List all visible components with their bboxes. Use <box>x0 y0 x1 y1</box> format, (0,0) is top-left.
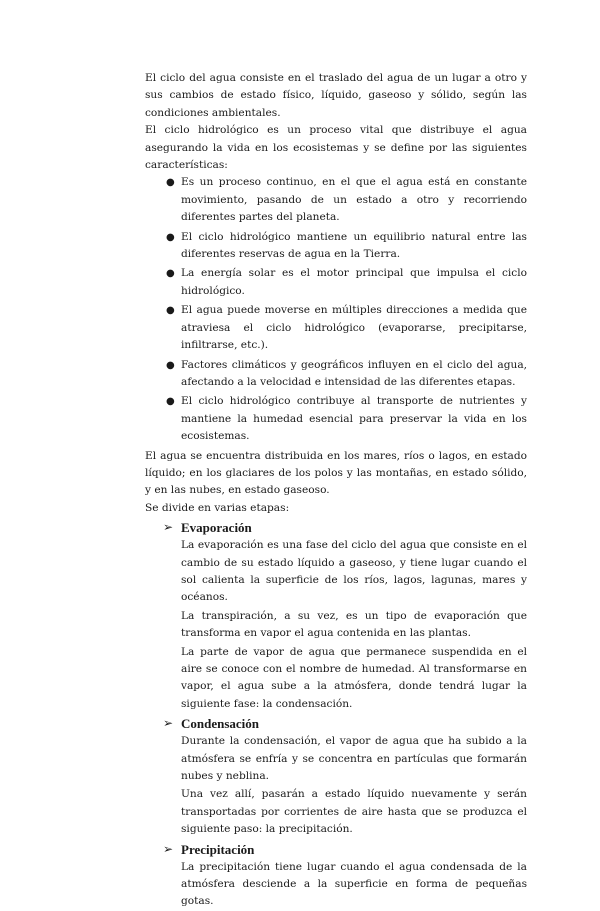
distribution-paragraph: El agua se encuentra distribuida en los mares, ríos o lagos, en estado líquido; en los glaciares de los polos y las montañas, en estado sólido, y en las nubes, en estado gaseoso. <box>145 449 527 497</box>
section-title: Condensación <box>181 716 260 732</box>
arrow-bullet-icon: ➢ <box>163 841 174 856</box>
list-item-text: El ciclo hidrológico contribuye al transporte de nutrientes y mantiene la humedad esencial para preservar la vida en los ecosistemas. <box>181 395 527 443</box>
section-paragraph: La precipitación tiene lugar cuando el agua condensada de la atmósfera desciende a la superficie en forma de pequeñas gotas. <box>181 860 527 908</box>
list-item <box>166 357 527 392</box>
section-paragraph: La evaporación es una fase del ciclo del agua que consiste en el cambio de su estado líquido a gaseoso, y tiene lugar cuando el sol calienta la superficie de los ríos, lagos, lagunas, mares y océanos. <box>181 539 527 604</box>
list-item <box>166 229 527 264</box>
section-precipitacion <box>145 840 527 911</box>
list-item-text: La energía solar es el motor principal que impulsa el ciclo hidrológico. <box>181 267 527 297</box>
list-item <box>166 265 527 300</box>
list-item-text: El ciclo hidrológico mantiene un equilibrio natural entre las diferentes reservas de agua en la Tierra. <box>181 230 527 261</box>
section-paragraph: Durante la condensación, el vapor de agua que ha subido a la atmósfera se enfría y se concentra en partículas que formarán nubes y neblina. <box>181 735 527 783</box>
bullet-icon: ● <box>166 359 175 371</box>
intro-paragraph-2: El ciclo hidrológico es un proceso vital que distribuye el agua asegurando la vida en los ecosistemas y se define por las siguientes características: <box>145 124 527 172</box>
characteristics-list <box>145 174 527 445</box>
section-heading <box>163 840 527 859</box>
section-heading <box>163 518 527 537</box>
list-item-text: Factores climáticos y geográficos influyen en el ciclo del agua, afectando a la velocidad e intensidad de las diferentes etapas. <box>181 358 527 388</box>
section-condensacion <box>145 714 527 838</box>
section-paragraph: La parte de vapor de agua que permanece suspendida en el aire se conoce con el nombre de humedad. Al transformarse en vapor, el agua sube a la atmósfera, donde tendrá lugar la siguiente fase: la condensación. <box>181 645 527 710</box>
bullet-icon: ● <box>166 177 175 189</box>
section-paragraph: La transpiración, a su vez, es un tipo de evaporación que transforma en vapor el agua contenida en las plantas. <box>181 609 527 640</box>
section-paragraph: Una vez allí, pasarán a estado líquido nuevamente y serán transportadas por corrientes de aire hasta que se produzca el siguiente paso: la precipitación. <box>181 788 527 836</box>
section-evaporacion <box>145 518 527 713</box>
section-heading <box>163 714 527 733</box>
arrow-bullet-icon: ➢ <box>163 520 174 535</box>
list-item-text: Es un proceso continuo, en el que el agua está en constante movimiento, pasando de un estado a otro y recorriendo diferentes partes del planeta. <box>181 176 527 224</box>
section-title: Evaporación <box>181 520 252 536</box>
bullet-icon: ● <box>166 231 175 243</box>
bullet-icon: ● <box>166 305 175 317</box>
list-item <box>166 393 527 445</box>
section-title: Precipitación <box>181 841 255 857</box>
list-item-text: El agua puede moverse en múltiples direcciones a medida que atraviesa el ciclo hidrológico (evaporarse, precipitarse, infiltrarse, etc.). <box>181 304 527 352</box>
bullet-icon: ● <box>166 268 175 280</box>
stages-intro: Se divide en varias etapas: <box>145 501 290 514</box>
arrow-bullet-icon: ➢ <box>163 716 174 731</box>
intro-paragraph-1: El ciclo del agua consiste en el traslado del agua de un lugar a otro y sus cambios de estado físico, líquido, gaseoso y sólido, según las condiciones ambientales. <box>145 72 527 119</box>
bullet-icon: ● <box>166 396 175 408</box>
list-item <box>166 174 527 226</box>
list-item <box>166 302 527 354</box>
